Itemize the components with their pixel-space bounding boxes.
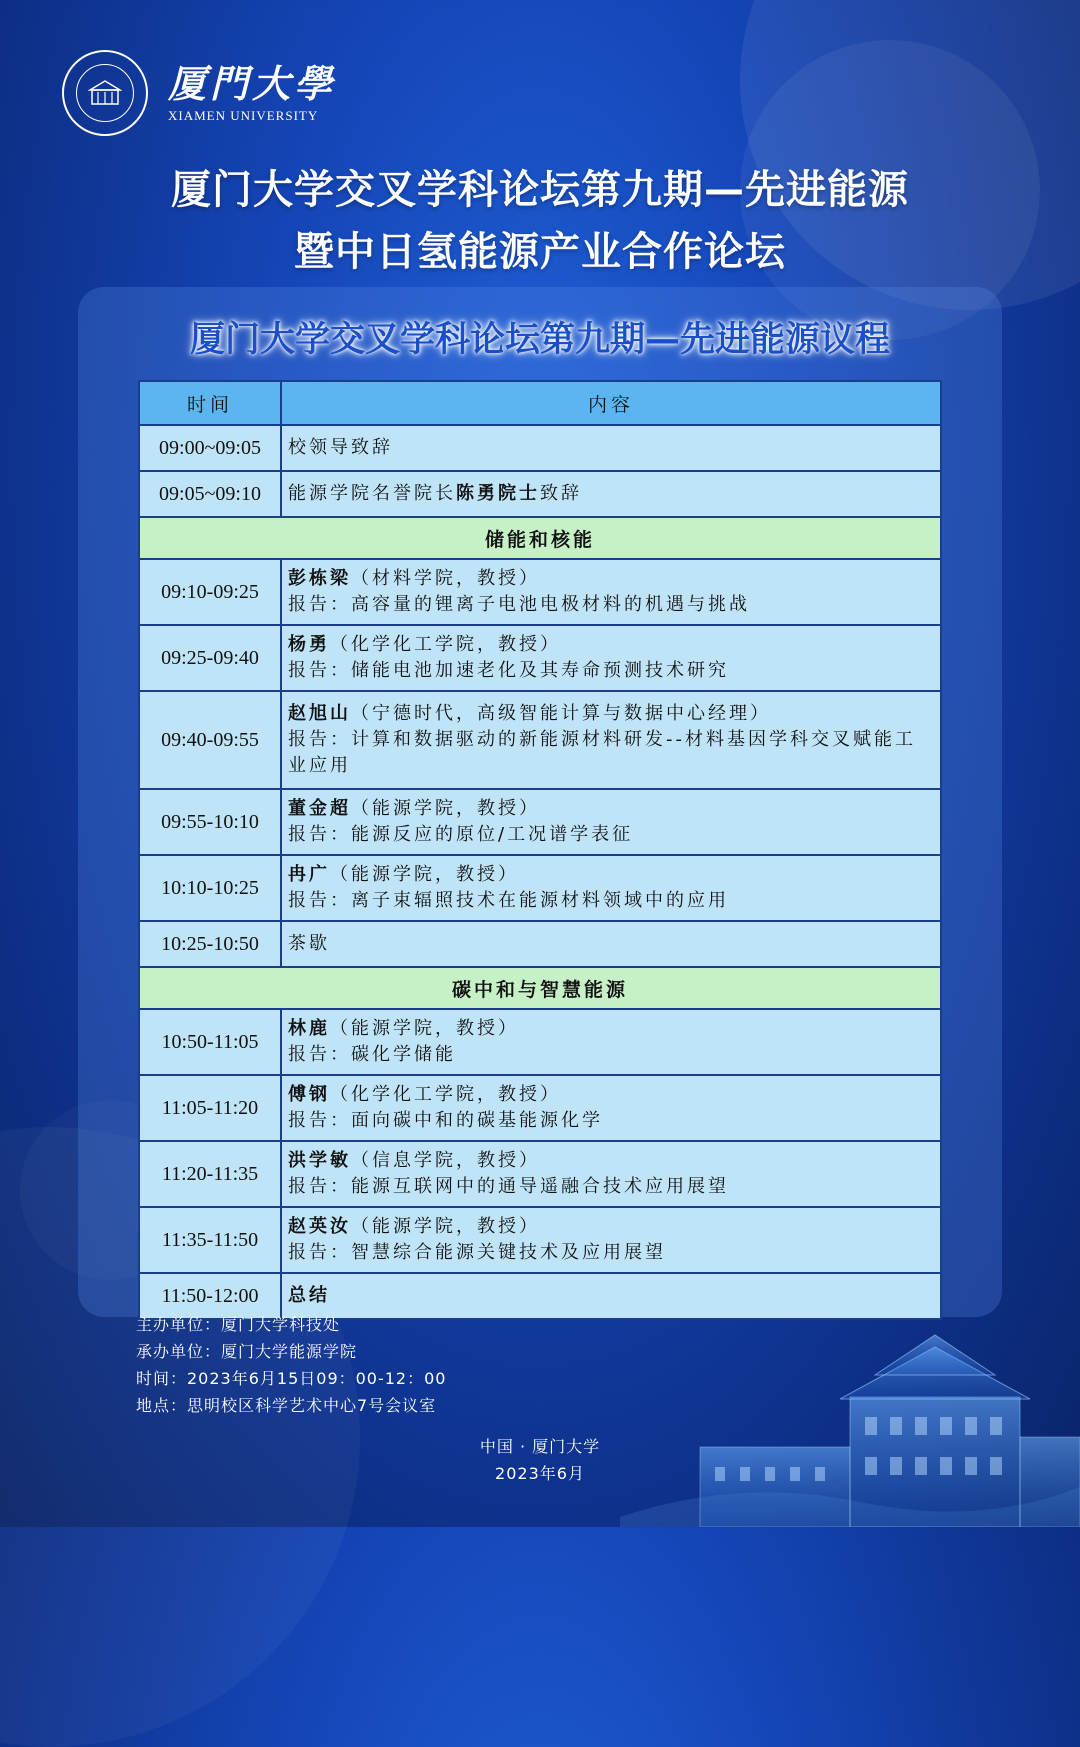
speaker-affiliation: （能源学院，教授） [351,798,540,819]
table-row [139,789,941,855]
section-title: 碳中和与智慧能源 [139,967,941,1009]
content-cell [281,789,941,855]
table-row [139,921,941,967]
report-title: 报告：能源互联网中的通导遥融合技术应用展望 [288,1176,729,1197]
report-title: 报告：能源反应的原位/工况谱学表征 [288,824,634,845]
time-cell: 09:10-09:25 [139,559,281,625]
content-cell [281,559,941,625]
date-text: 2023年6月 [495,1464,585,1483]
time-cell: 11:05-11:20 [139,1075,281,1141]
time-cell: 10:25-10:50 [139,921,281,967]
speaker-name: 冉广 [288,864,330,885]
report-title: 报告：计算和数据驱动的新能源材料研发--材料基因学科交叉赋能工业应用 [288,729,916,776]
speaker-affiliation: （宁德时代，高级智能计算与数据中心经理） [351,703,771,724]
time-cell: 09:00~09:05 [139,425,281,471]
table-row [139,855,941,921]
time-cell: 10:50-11:05 [139,1009,281,1075]
section-title: 储能和核能 [139,517,941,559]
host-text: 主办单位：厦门大学科技处 [136,1315,341,1334]
speaker-affiliation: （能源学院，教授） [330,864,519,885]
content-cell: 校领导致辞 [281,425,941,471]
time-cell: 09:05~09:10 [139,471,281,517]
page-subtitle: 暨中日氢能源产业合作论坛 [294,229,786,275]
header-content: 内容 [281,381,941,425]
campus-building-illustration [620,1327,1080,1527]
agenda-title: 厦门大学交叉学科论坛第九期—先进能源议程 [189,320,890,360]
event-info [136,1311,446,1419]
content-cell: 茶歇 [281,921,941,967]
place-text: 地点：思明校区科学艺术中心7号会议室 [136,1396,437,1415]
table-row [139,471,941,517]
speaker-affiliation: （能源学院，教授） [330,1018,519,1039]
table-header-row [139,381,941,425]
logo-chinese: 厦門大學 [168,61,337,106]
content-cell [281,1207,941,1273]
time-cell: 11:20-11:35 [139,1141,281,1207]
table-row [139,1141,941,1207]
time-text: 时间：2023年6月15日09：00-12：00 [136,1369,447,1388]
page-title: 厦门大学交叉学科论坛第九期—先进能源 [171,167,909,213]
content-cell [281,1141,941,1207]
speaker-name: 彭栋梁 [288,568,351,589]
speaker-name: 赵旭山 [288,703,351,724]
speaker-affiliation: （材料学院，教授） [351,568,540,589]
header-time: 时间 [139,381,281,425]
table-row [139,1009,941,1075]
table-row [139,559,941,625]
university-seal-icon [62,50,148,136]
report-title: 报告：储能电池加速老化及其寿命预测技术研究 [288,660,729,681]
content-cell [281,1009,941,1075]
speaker-affiliation: （能源学院，教授） [351,1216,540,1237]
table-row [139,1207,941,1273]
speaker-name: 董金超 [288,798,351,819]
table-row [139,425,941,471]
agenda-table [138,380,942,1320]
content-cell [281,625,941,691]
university-logo [62,50,336,136]
time-cell: 09:55-10:10 [139,789,281,855]
logo-english: XIAMEN UNIVERSITY [168,108,319,123]
content-text: 致辞 [540,483,582,504]
time-cell: 09:40-09:55 [139,691,281,789]
section-row [139,517,941,559]
content-cell [281,855,941,921]
speaker-name: 傅钢 [288,1084,330,1105]
content-cell [281,471,941,517]
content-cell [281,691,941,789]
speaker-name: 杨勇 [288,634,330,655]
time-cell: 11:50-12:00 [139,1273,281,1319]
section-row [139,967,941,1009]
table-row [139,1075,941,1141]
speaker-affiliation: （信息学院，教授） [351,1150,540,1171]
report-title: 报告：面向碳中和的碳基能源化学 [288,1110,603,1131]
table-row [139,691,941,789]
location-text: 中国 · 厦门大学 [479,1437,601,1456]
organizer-text: 承办单位：厦门大学能源学院 [136,1342,358,1361]
content-cell [281,1075,941,1141]
table-row [139,625,941,691]
speaker-affiliation: （化学化工学院，教授） [330,634,561,655]
report-title: 报告：高容量的锂离子电池电极材料的机遇与挑战 [288,594,750,615]
speaker-affiliation: （化学化工学院，教授） [330,1084,561,1105]
content-text: 能源学院名誉院长 [288,483,456,504]
report-title: 报告：离子束辐照技术在能源材料领域中的应用 [288,890,729,911]
time-cell: 11:35-11:50 [139,1207,281,1273]
content-text: 总结 [288,1285,330,1306]
report-title: 报告：智慧综合能源关键技术及应用展望 [288,1242,666,1263]
time-cell: 10:10-10:25 [139,855,281,921]
speaker-name: 林鹿 [288,1018,330,1039]
speaker-name: 赵英汝 [288,1216,351,1237]
time-cell: 09:25-09:40 [139,625,281,691]
speaker-name: 陈勇院士 [456,483,540,504]
speaker-name: 洪学敏 [288,1150,351,1171]
report-title: 报告：碳化学储能 [288,1044,456,1065]
bottom-info [0,1433,1080,1487]
